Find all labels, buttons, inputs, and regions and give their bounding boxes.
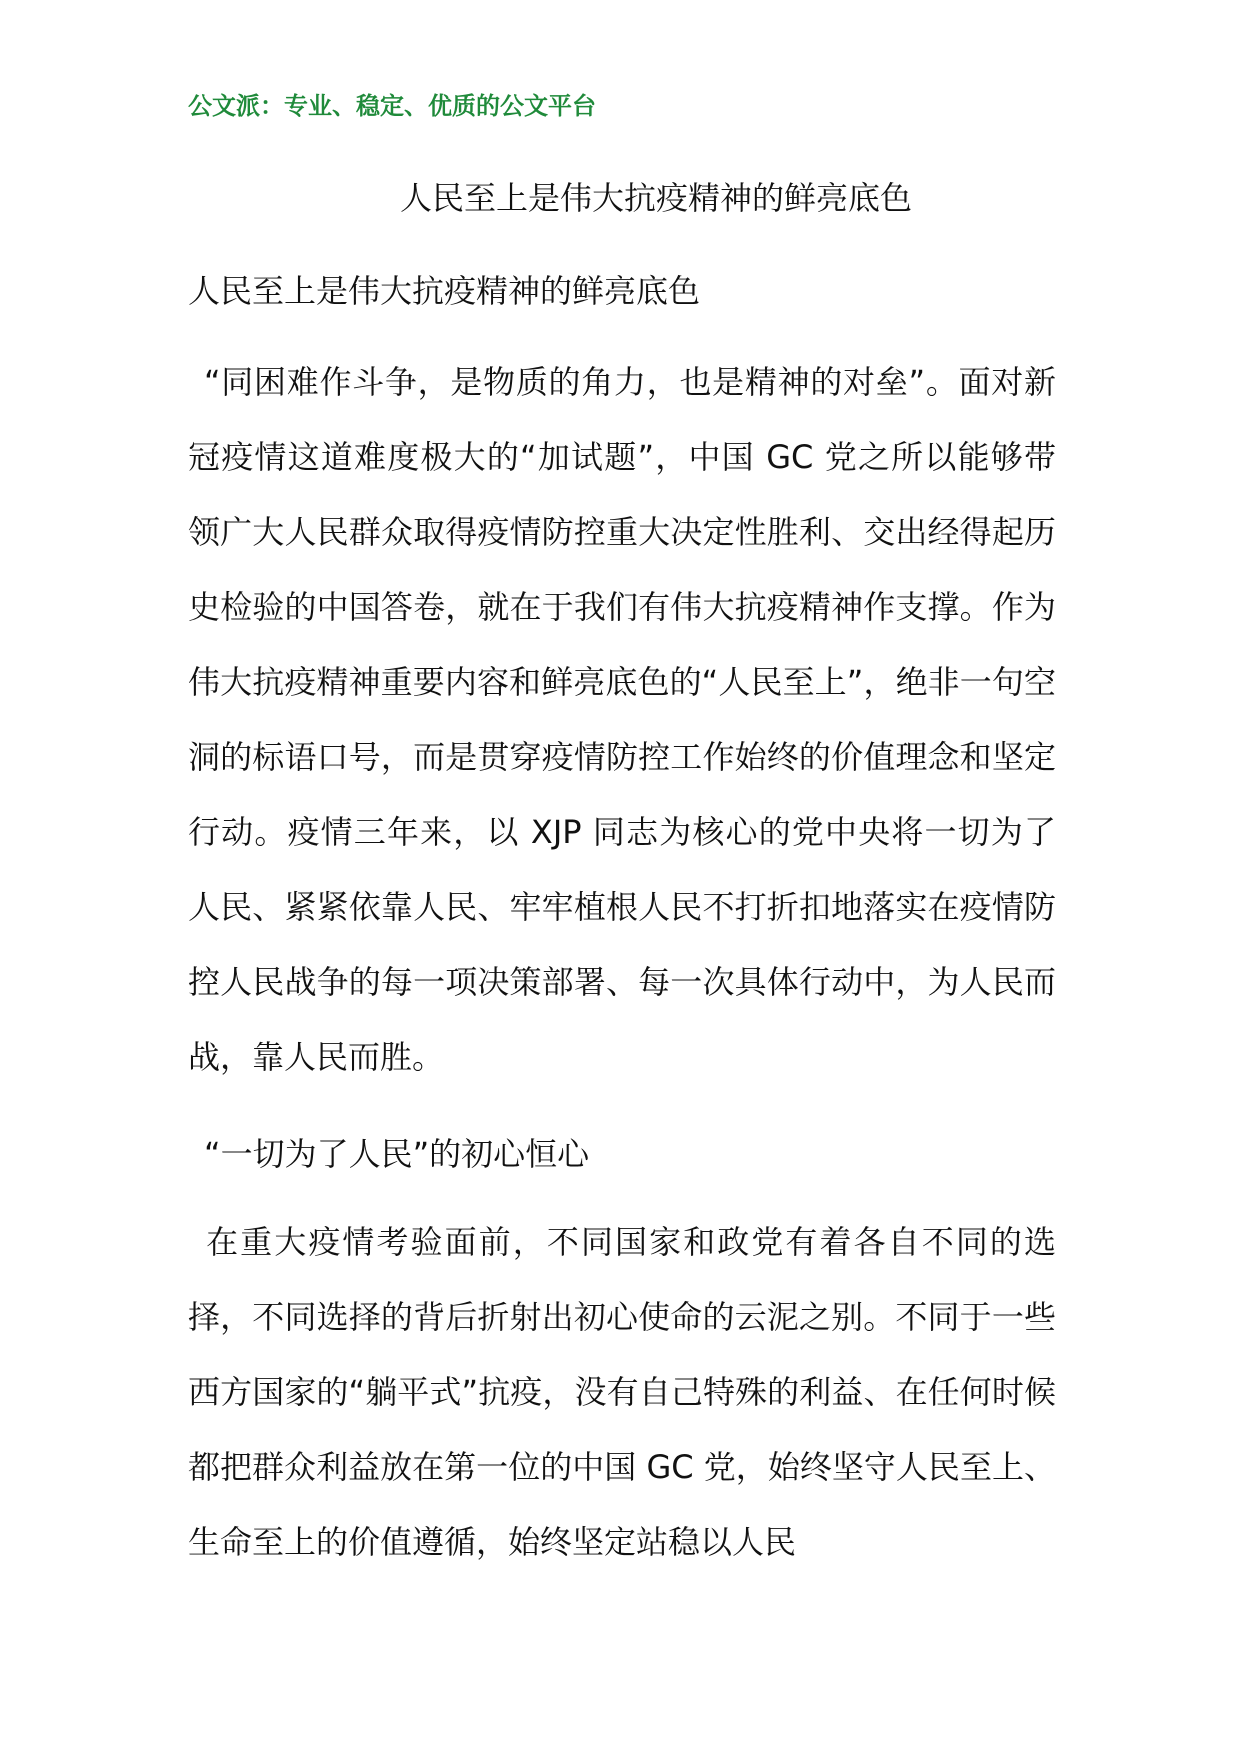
document-subtitle: 人民至上是伟大抗疫精神的鲜亮底色: [188, 272, 701, 310]
paragraph-1-text: “同困难作斗争，是物质的角力，也是精神的对垒”。面对新冠疫情这道难度极大的“加试题”，中国 GC 党之所以能够带领广大人民群众取得疫情防控重大决定性胜利、交出经得起历史检验的中国答卷，就在于我们有伟大抗疫精神作支撑。作为伟大抗疫精神重要内容和鲜亮底色的“人民至上”，绝非一句空洞的标语口号，而是贯穿疫情防控工作始终的价值理念和坚定行动。疫情三年来，以 XJP 同志为核心的党中央将一切为了人民、紧紧依靠人民、牢牢植根人民不打折扣地落实在疫情防控人民战争的每一项决策部署、每一次具体行动中，为人民而战，靠人民而胜。: [188, 363, 1056, 1076]
paragraph-2-text: 在重大疫情考验面前，不同国家和政党有着各自不同的选择，不同选择的背后折射出初心使命的云泥之别。不同于一些西方国家的“躺平式”抗疫，没有自己特殊的利益、在任何时候都把群众利益放在第一位的中国 GC 党，始终坚守人民至上、生命至上的价值遵循，始终坚定站稳以人民: [188, 1223, 1056, 1561]
paragraph-2: [188, 1205, 1056, 1580]
header-brand-text: 公文派：专业、稳定、优质的公文平台: [188, 91, 596, 120]
document-title: 人民至上是伟大抗疫精神的鲜亮底色: [399, 179, 912, 217]
section-heading: [188, 1117, 1056, 1192]
section-heading-text: “一切为了人民”的初心恒心: [204, 1135, 590, 1173]
paragraph-1: [188, 345, 1056, 1095]
